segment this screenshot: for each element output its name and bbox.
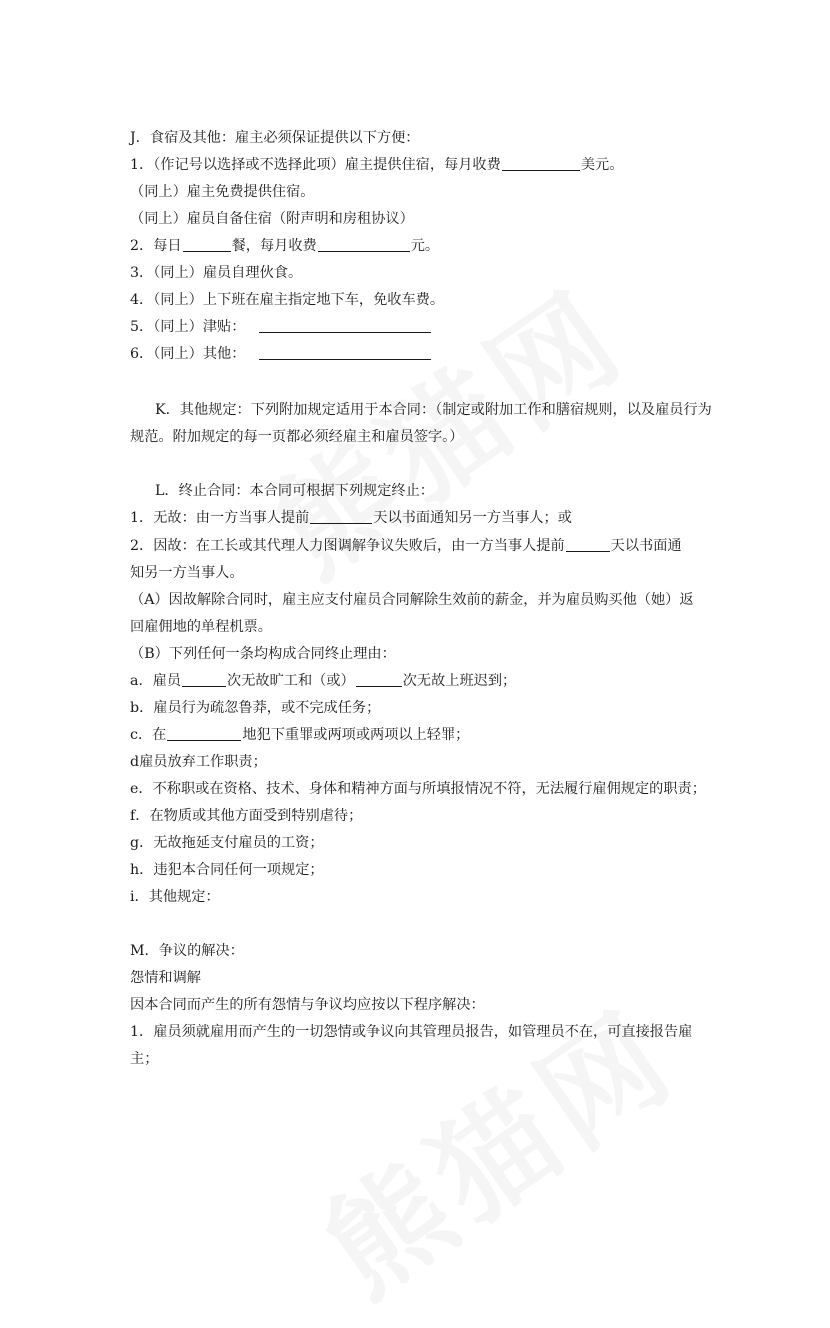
section-l-item-b: b．雇员行为疏忽鲁莽，或不完成任务； [130,700,381,716]
item-c-text: c．在 [130,727,167,743]
blank-field[interactable] [183,236,231,252]
section-j-item2-unit: 元。 [410,238,440,254]
watermark-lower [286,964,704,1328]
section-l-item2-text: 2．因故：在工长或其代理人力图调解争议失败后，由一方当事人提前 [130,538,565,554]
section-l-b: （B）下列任何一条均构成合同终止理由： [130,646,396,662]
section-m-heading: M．争议的解决： [130,943,244,959]
item-a-text: a．雇员 [130,673,182,689]
section-j-item2-text: 2．每日 [130,238,182,254]
blank-field[interactable] [356,671,402,687]
section-l-item1 [130,508,710,528]
section-l-a-line2: 回雇佣地的单程机票。 [130,619,272,635]
section-j-item1 [130,155,710,175]
section-l-heading: L．终止合同：本合同可根据下列规定终止： [155,483,434,499]
section-j-option3: （同上）雇员自备住宿（附声明和房租协议） [130,211,414,227]
item-c-rest: 地犯下重罪或两项或两项以上轻罪； [242,727,470,743]
section-k-line1: K．其他规定：下列附加规定适用于本合同：（制定或附加工作和膳宿规则，以及雇员行为 [155,402,712,418]
section-j-item2 [130,236,710,256]
section-j-option2: （同上）雇主免费提供住宿。 [130,184,315,200]
section-m-item1-line1: 1．雇员须就雇用而产生的一切怨情或争议向其管理员报告，如管理员不在，可直接报告雇 [130,1024,693,1040]
section-m-item1-line2: 主； [130,1051,159,1067]
blank-field[interactable] [318,236,410,252]
section-l-item-f: f．在物质或其他方面受到特别虐待； [130,808,363,824]
section-l-item-i: i．其他规定： [130,889,220,905]
section-m-subheading: 怨情和调解 [130,970,201,986]
section-l-item-c [130,725,710,745]
item-a-mid: 次无故旷工和（或） [227,673,355,689]
section-j-item3: 3．（同上）雇员自理伙食。 [130,265,303,281]
section-j-item1-text: 1．（作记号以选择或不选择此项）雇主提供住宿，每月收费 [130,157,501,173]
blank-field[interactable] [167,725,241,741]
section-l-a-line1: （A）因故解除合同时，雇主应支付雇员合同解除生效前的薪金，并为雇员购买他（她）返 [130,592,694,608]
section-l-item1-text: 1．无故：由一方当事人提前 [130,510,310,526]
section-l-item1-rest: 天以书面通知另一方当事人；或 [373,510,572,526]
section-m-intro: 因本合同而产生的所有怨情与争议均应按以下程序解决： [130,997,485,1013]
blank-field[interactable] [310,508,372,524]
blank-field[interactable] [502,155,580,171]
section-j-item6-text: 6．（同上）其他： [130,346,246,362]
section-j-item6 [130,344,710,364]
blank-field[interactable] [259,344,431,360]
section-l-item-h: h．违犯本合同任何一项规定； [130,862,324,878]
section-l-item-a [130,671,710,691]
section-l-item2-cont: 知另一方当事人。 [130,565,244,581]
section-l-item2 [130,536,710,556]
section-j-item5-text: 5．（同上）津贴： [130,319,246,335]
section-l-item-g: g．无故拖延支付雇员的工资； [130,835,324,851]
blank-field[interactable] [566,536,610,552]
blank-field[interactable] [182,671,226,687]
section-l-item-e: e．不称职或在资格、技术、身体和精神方面与所填报情况不符，无法履行雇佣规定的职责； [130,781,706,797]
section-k-line2: 规范。附加规定的每一页都必须经雇主和雇员签字。） [130,429,464,445]
section-j-heading: J．食宿及其他：雇主必须保证提供以下方便： [130,130,420,146]
blank-field[interactable] [259,317,431,333]
section-l-item-d: d雇员放弃工作职责； [130,754,267,770]
section-j-item1-unit: 美元。 [580,157,624,173]
section-l-item2-rest: 天以书面通 [610,538,682,554]
section-j-item5 [130,317,710,337]
section-j-item2-mid: 餐，每月收费 [231,238,317,254]
item-a-rest: 次无故上班迟到； [402,673,517,689]
section-j-item4: 4．（同上）上下班在雇主指定地下车，免收车费。 [130,292,445,308]
